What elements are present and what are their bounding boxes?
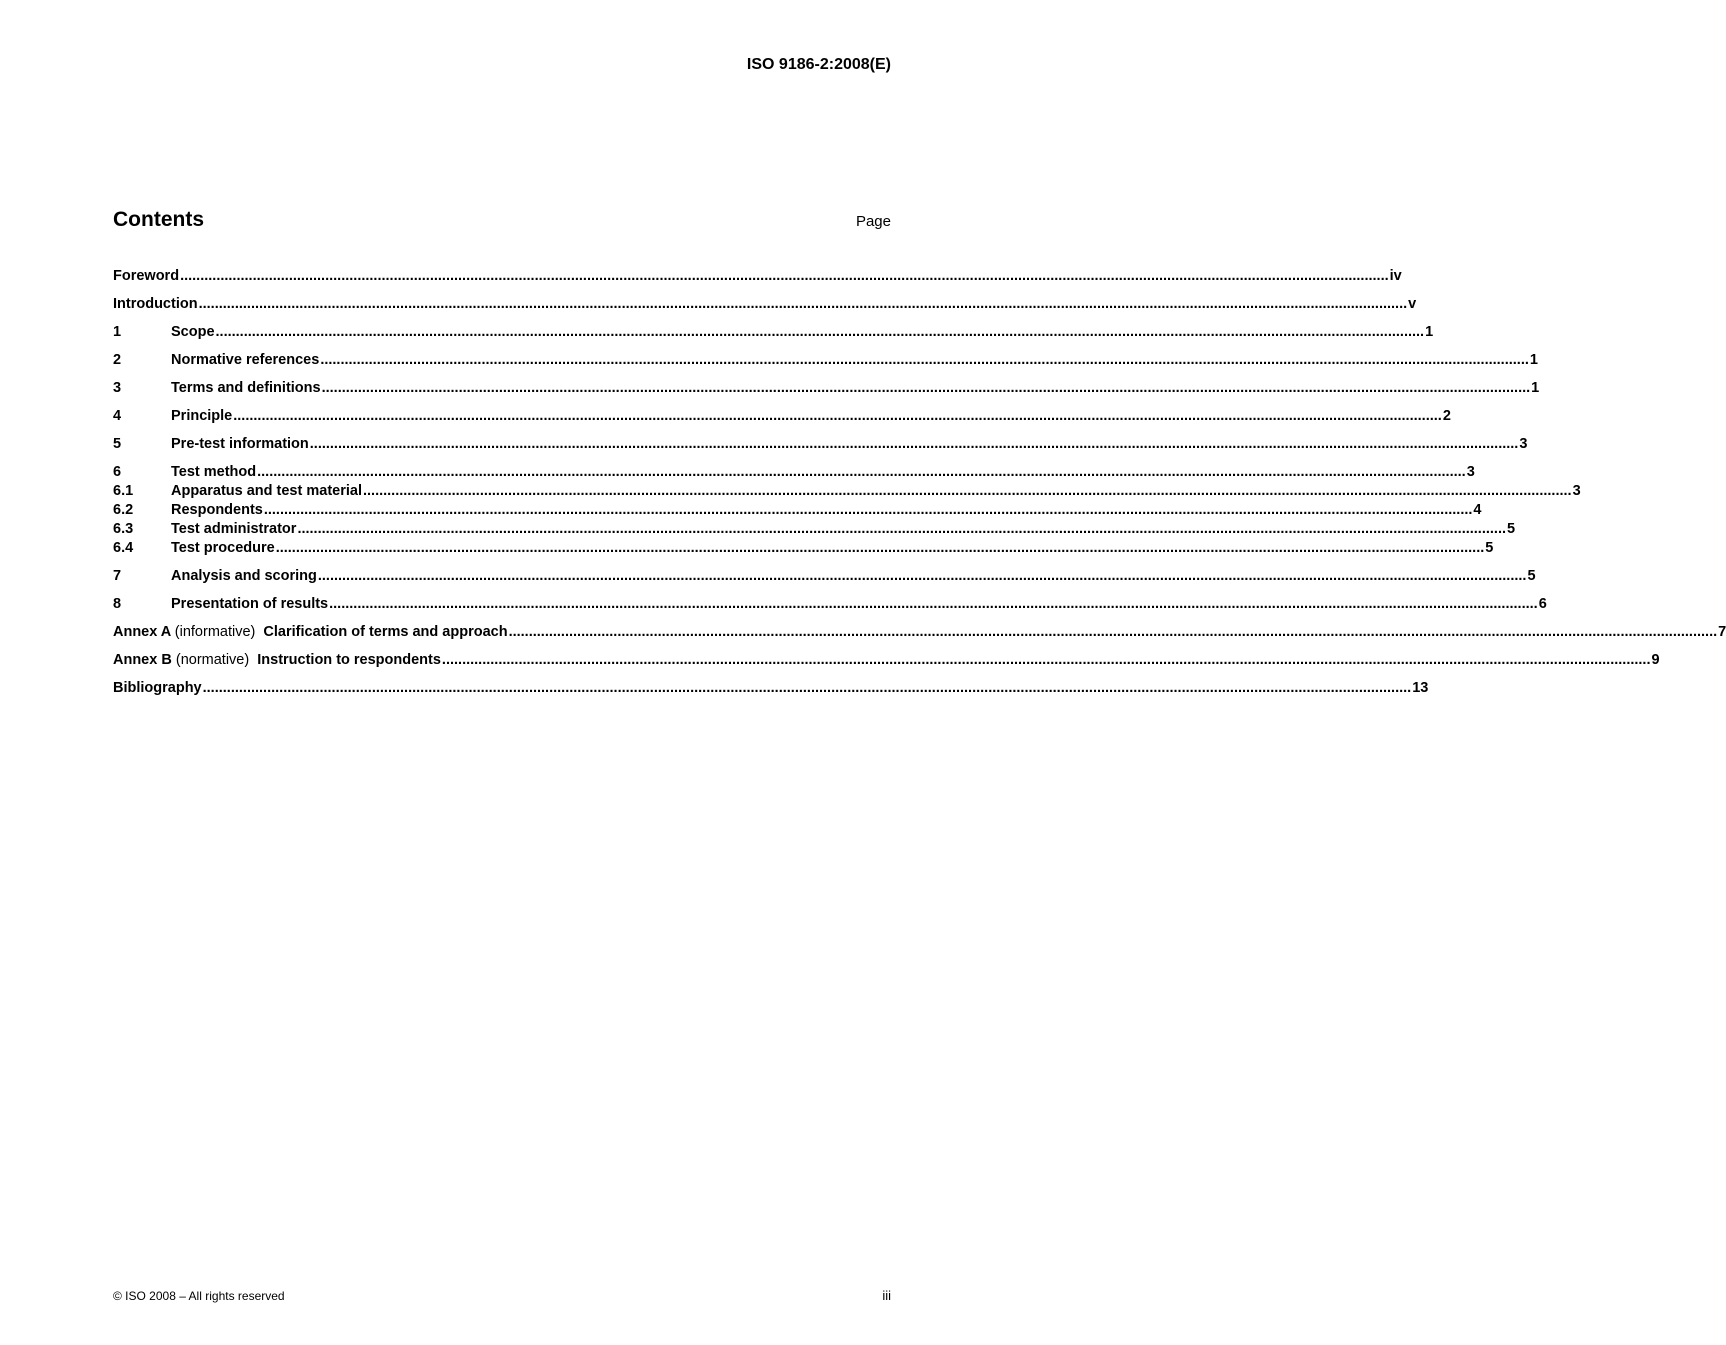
toc-entry[interactable] bbox=[113, 464, 1475, 483]
contents-heading-row bbox=[113, 208, 891, 232]
toc-entry-label bbox=[113, 624, 508, 640]
toc-entry[interactable] bbox=[113, 652, 1660, 671]
toc-entry-page: 3 bbox=[1466, 464, 1475, 480]
toc-entry[interactable] bbox=[113, 380, 1540, 399]
toc-entry[interactable] bbox=[113, 352, 1538, 371]
toc-entry[interactable] bbox=[113, 521, 1516, 540]
toc-entry[interactable] bbox=[113, 483, 1581, 502]
toc-entry[interactable] bbox=[113, 502, 1482, 521]
toc-entry[interactable] bbox=[113, 324, 1434, 343]
toc-entry-number: 1 bbox=[113, 324, 122, 340]
toc-entry-qualifier: (normative) bbox=[175, 652, 250, 668]
toc-leader-dots: ............................................................................................................................................................................................................................................................................................................ bbox=[320, 352, 1529, 368]
toc-leader-dots: ............................................................................................................................................................................................................................................................................................................ bbox=[362, 483, 1572, 499]
toc-leader-dots: ............................................................................................................................................................................................................................................................................................................ bbox=[309, 436, 1519, 452]
toc-entry-label bbox=[171, 483, 362, 499]
toc-entry-label bbox=[171, 436, 309, 452]
toc-leader-dots: ............................................................................................................................................................................................................................................................................................................ bbox=[215, 324, 1425, 340]
toc-entry-number: 6.1 bbox=[113, 483, 134, 499]
page-column-label: Page bbox=[855, 213, 891, 230]
toc-entry-main-label: Normative references bbox=[171, 352, 320, 368]
toc-leader-dots: ............................................................................................................................................................................................................................................................................................................ bbox=[257, 464, 1466, 480]
toc-entry-label bbox=[171, 464, 256, 480]
toc-entry-page: 3 bbox=[1572, 483, 1581, 499]
toc-entry-main-label: Scope bbox=[171, 324, 215, 340]
toc-entry-main-label: Introduction bbox=[113, 296, 198, 312]
toc-entry-page: 6 bbox=[1538, 596, 1547, 612]
toc-entry-page: 1 bbox=[1529, 352, 1538, 368]
toc-entry-label bbox=[171, 324, 215, 340]
toc-leader-dots: ............................................................................................................................................................................................................................................................................................................ bbox=[329, 596, 1538, 612]
toc-entry-main-label: Annex B bbox=[113, 652, 172, 668]
toc-entry-page: 1 bbox=[1425, 324, 1434, 340]
toc-entry-main-label: Test procedure bbox=[171, 540, 275, 556]
toc-leader-dots: ............................................................................................................................................................................................................................................................................................................ bbox=[441, 652, 1651, 668]
toc-entry-label bbox=[171, 352, 319, 368]
toc-entry-page: v bbox=[1408, 296, 1417, 312]
toc-leader-dots: ............................................................................................................................................................................................................................................................................................................ bbox=[263, 502, 1473, 518]
toc-entry-page: 7 bbox=[1718, 624, 1726, 640]
toc-leader-dots: ............................................................................................................................................................................................................................................................................................................ bbox=[233, 408, 1442, 424]
toc-entry-label bbox=[171, 408, 232, 424]
toc-entry[interactable] bbox=[113, 680, 1429, 699]
toc-leader-dots: ............................................................................................................................................................................................................................................................................................................ bbox=[180, 268, 1389, 284]
toc-leader-dots: ............................................................................................................................................................................................................................................................................................................ bbox=[202, 680, 1412, 696]
toc-entry-page: 3 bbox=[1519, 436, 1528, 452]
toc-entry-number: 6.3 bbox=[113, 521, 134, 537]
toc-entry-label bbox=[171, 568, 317, 584]
document-id: ISO 9186-2:2008(E) bbox=[746, 56, 891, 73]
toc-entry-label bbox=[113, 652, 441, 668]
toc-entry-page: 5 bbox=[1507, 521, 1516, 537]
toc-entry-page: 13 bbox=[1412, 680, 1429, 696]
toc-entry[interactable] bbox=[113, 436, 1528, 455]
toc-leader-dots: ............................................................................................................................................................................................................................................................................................................ bbox=[317, 568, 1527, 584]
toc-leader-dots: ............................................................................................................................................................................................................................................................................................................ bbox=[321, 380, 1531, 396]
toc-entry-main-label: Principle bbox=[171, 408, 233, 424]
toc-entry-main-label: Test method bbox=[171, 464, 257, 480]
toc-entry-number: 3 bbox=[113, 380, 122, 396]
toc-entry-title: Clarification of terms and approach bbox=[263, 624, 508, 640]
toc-entry-main-label: Apparatus and test material bbox=[171, 483, 362, 499]
toc-entry-label bbox=[113, 296, 198, 312]
toc-entry-page: 1 bbox=[1531, 380, 1540, 396]
toc-entry-page: iv bbox=[1389, 268, 1402, 284]
toc-entry-main-label: Annex A bbox=[113, 624, 171, 640]
toc-entry-number: 6.2 bbox=[113, 502, 134, 518]
page-number: iii bbox=[882, 1288, 891, 1303]
toc-entry[interactable] bbox=[113, 568, 1536, 587]
toc-entry-label bbox=[171, 540, 275, 556]
toc-entry-label bbox=[171, 596, 328, 612]
table-of-contents bbox=[113, 268, 1726, 699]
toc-entry[interactable] bbox=[113, 296, 1417, 315]
toc-entry-page: 5 bbox=[1527, 568, 1536, 584]
toc-entry-label bbox=[171, 380, 321, 396]
toc-entry-page: 4 bbox=[1473, 502, 1482, 518]
toc-leader-dots: ............................................................................................................................................................................................................................................................................................................ bbox=[297, 521, 1507, 537]
toc-entry[interactable] bbox=[113, 596, 1547, 615]
toc-entry-number: 5 bbox=[113, 436, 122, 452]
toc-entry-title: Instruction to respondents bbox=[257, 652, 441, 668]
toc-entry[interactable] bbox=[113, 268, 1402, 287]
toc-entry-label bbox=[113, 268, 179, 284]
toc-entry-number: 8 bbox=[113, 596, 122, 612]
toc-entry[interactable] bbox=[113, 540, 1494, 559]
toc-entry-page: 5 bbox=[1485, 540, 1494, 556]
toc-entry-number: 6.4 bbox=[113, 540, 134, 556]
toc-entry-label bbox=[113, 680, 202, 696]
contents-title: Contents bbox=[113, 208, 204, 231]
toc-entry-label bbox=[171, 521, 296, 537]
toc-entry-number: 7 bbox=[113, 568, 122, 584]
toc-entry[interactable] bbox=[113, 624, 1726, 643]
toc-entry-main-label: Pre-test information bbox=[171, 436, 309, 452]
toc-entry-main-label: Foreword bbox=[113, 268, 180, 284]
toc-entry-page: 2 bbox=[1442, 408, 1451, 424]
toc-entry-qualifier: (informative) bbox=[174, 624, 256, 640]
toc-entry-number: 2 bbox=[113, 352, 122, 368]
toc-entry-main-label: Analysis and scoring bbox=[171, 568, 317, 584]
toc-entry-main-label: Presentation of results bbox=[171, 596, 329, 612]
toc-entry-number: 4 bbox=[113, 408, 122, 424]
toc-leader-dots: ............................................................................................................................................................................................................................................................................................................ bbox=[275, 540, 1485, 556]
toc-leader-dots: ............................................................................................................................................................................................................................................................................................................ bbox=[508, 624, 1718, 640]
copyright-notice: © ISO 2008 – All rights reserved bbox=[113, 1289, 285, 1303]
toc-entry-main-label: Respondents bbox=[171, 502, 263, 518]
toc-entry-number: 6 bbox=[113, 464, 122, 480]
toc-leader-dots: ............................................................................................................................................................................................................................................................................................................ bbox=[198, 296, 1408, 312]
toc-entry-label bbox=[171, 502, 263, 518]
toc-entry-main-label: Test administrator bbox=[171, 521, 297, 537]
toc-entry-page: 9 bbox=[1651, 652, 1660, 668]
toc-entry[interactable] bbox=[113, 408, 1451, 427]
toc-entry-main-label: Bibliography bbox=[113, 680, 202, 696]
toc-entry-main-label: Terms and definitions bbox=[171, 380, 321, 396]
